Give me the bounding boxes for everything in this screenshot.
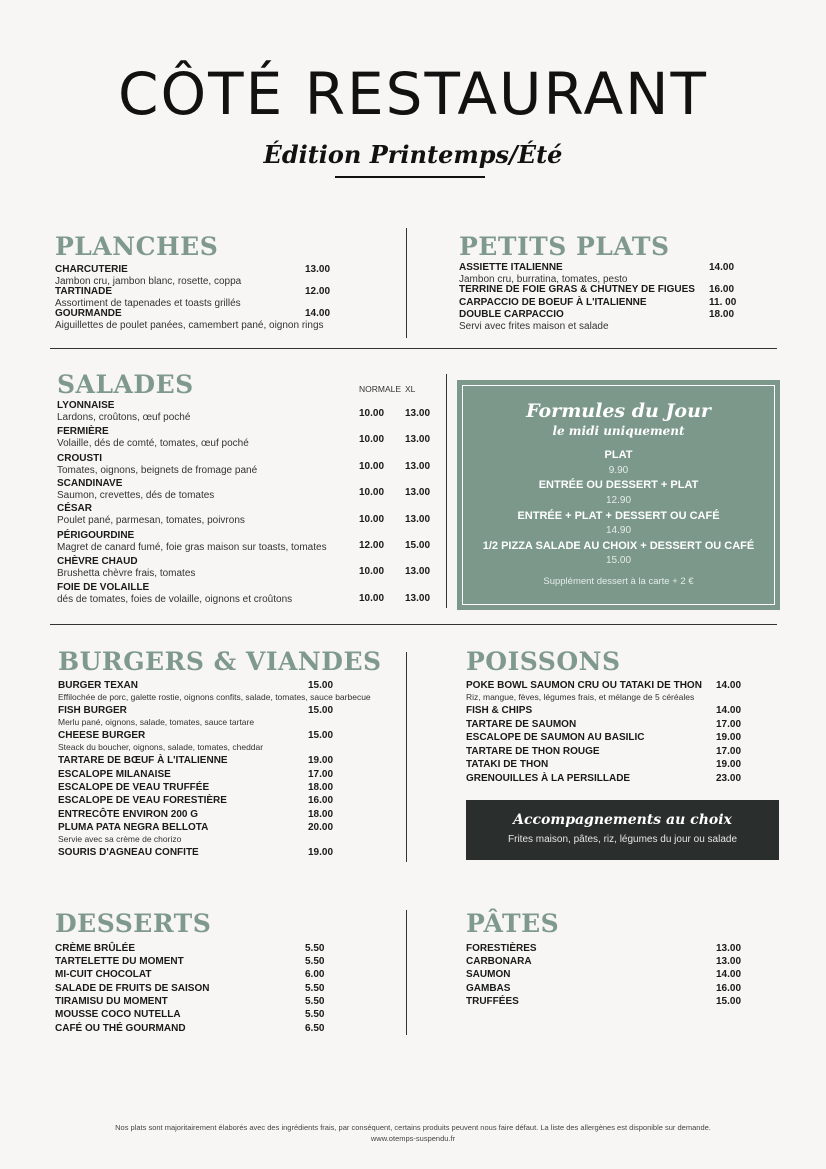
item-name: FISH BURGER [58, 705, 127, 716]
menu-item [57, 530, 327, 554]
formule-price: 15.00 [605, 555, 632, 566]
menu-item [58, 822, 208, 845]
menu-item [466, 943, 537, 955]
col-normale: NORMALE [359, 384, 402, 394]
item-name: TARTARE DE SAUMON [466, 719, 577, 730]
menu-item [459, 284, 695, 296]
menu-item [55, 286, 241, 310]
formule-price: 9.90 [608, 465, 629, 476]
item-price: 15.00 [308, 730, 334, 741]
menu-item [55, 983, 209, 995]
item-name: PLUMA PATA NEGRA BELLOTA [58, 822, 209, 833]
item-name: CARPACCIO DE BOEUF À L'ITALIENNE [459, 297, 647, 308]
item-name: TERRINE DE FOIE GRAS & CHUTNEY DE FIGUES [459, 284, 695, 295]
item-name: GOURMANDE [55, 308, 122, 319]
menu-item [466, 969, 510, 981]
menu-item [466, 705, 532, 717]
item-name: ASSIETTE ITALIENNE [459, 262, 563, 273]
item-price: 5.50 [305, 996, 325, 1007]
item-price: 5.50 [305, 1009, 325, 1020]
item-price: 5.50 [305, 943, 325, 954]
item-price: 14.00 [716, 680, 742, 691]
item-desc: Brushetta chèvre frais, tomates [57, 568, 196, 579]
formule-label: ENTRÉE + PLAT + DESSERT OU CAFÉ [517, 510, 720, 522]
menu-item [58, 769, 171, 781]
burgers-heading: BURGERS & VIANDES [58, 647, 382, 676]
col-xl: XL [405, 384, 416, 394]
item-desc: Jambon cru, burratina, tomates, pesto [459, 274, 628, 285]
item-desc: Volaille, dés de comté, tomates, œuf poché [57, 438, 249, 449]
item-price: 18.00 [308, 782, 334, 793]
menu-item [58, 782, 209, 794]
poissons-heading: POISSONS [466, 647, 621, 676]
formule-label: ENTRÉE OU DESSERT + PLAT [538, 479, 699, 491]
pates-heading: PÂTES [466, 909, 560, 938]
price-xl: 13.00 [405, 461, 431, 472]
menu-item [58, 847, 199, 859]
item-name: SCANDINAVE [57, 478, 123, 489]
item-name: TATAKI DE THON [466, 759, 549, 770]
price-normale: 10.00 [359, 593, 385, 604]
item-name: FERMIÈRE [57, 426, 109, 437]
edition-subtitle: Édition Printemps/Été [263, 140, 563, 169]
item-name: POKE BOWL SAUMON CRU OU TATAKI DE THON [466, 680, 702, 691]
item-name: CARBONARA [466, 956, 532, 967]
menu-item [55, 1023, 186, 1035]
item-name: CHÈVRE CHAUD [57, 556, 138, 567]
item-name: ESCALOPE DE SAUMON AU BASILIC [466, 732, 645, 743]
item-name: CÉSAR [57, 503, 93, 514]
salades-heading: SALADES [57, 370, 194, 399]
formules-box [457, 380, 780, 610]
footer-website[interactable]: www.otemps-suspendu.fr [370, 1134, 456, 1143]
formules-subtitle: le midi uniquement [552, 424, 685, 438]
price-xl: 13.00 [405, 487, 431, 498]
price-normale: 10.00 [359, 434, 385, 445]
menu-item [466, 719, 576, 731]
item-price: 15.00 [308, 705, 334, 716]
item-price: 16.00 [308, 795, 334, 806]
formules-title: Formules du Jour [526, 400, 711, 422]
accompagnements-box [466, 800, 779, 860]
menu-item [57, 503, 245, 527]
item-desc: Tomates, oignons, beignets de fromage pané [57, 465, 258, 476]
item-name: CROUSTI [57, 453, 102, 464]
menu-item [55, 264, 241, 288]
item-name: FORESTIÈRES [466, 943, 537, 954]
item-desc: Saumon, crevettes, dés de tomates [57, 490, 215, 501]
item-price: 14.00 [716, 705, 742, 716]
menu-item [466, 983, 510, 995]
menu-item [466, 759, 548, 771]
price-normale: 10.00 [359, 461, 385, 472]
menu-item [57, 426, 249, 450]
restaurant-title: CÔTÉ RESTAURANT [118, 60, 708, 128]
price-normale: 10.00 [359, 408, 385, 419]
item-name: ESCALOPE MILANAISE [58, 769, 171, 780]
item-name: FOIE DE VOLAILLE [57, 582, 150, 593]
item-price: 18.00 [709, 309, 735, 320]
menu-item [57, 478, 214, 502]
formule-label: 1/2 PIZZA SALADE AU CHOIX + DESSERT OU CAFÉ [482, 540, 755, 552]
divider-h2 [50, 624, 777, 625]
menu-item [55, 956, 184, 968]
item-price: 18.00 [308, 809, 334, 820]
menu-item [58, 730, 263, 753]
item-desc: Aiguillettes de poulet panées, camembert pané, oignon rings [55, 320, 324, 331]
item-price: 23.00 [716, 773, 742, 784]
item-price: 11. 00 [709, 297, 737, 308]
item-name: TARTARE DE THON ROUGE [466, 746, 600, 757]
price-xl: 13.00 [405, 566, 431, 577]
footer-note: Nos plats sont majoritairement élaborés avec des ingrédients frais, par conséquent, certains produits peuvent nous faire défaut. La liste des allergènes est disponible sur demande. [115, 1123, 711, 1132]
item-desc: Assortiment de tapenades et toasts grillés [55, 298, 241, 309]
desserts-heading: DESSERTS [55, 909, 212, 938]
price-normale: 10.00 [359, 487, 385, 498]
item-desc: Poulet pané, parmesan, tomates, poivrons [57, 515, 245, 526]
menu-item [55, 308, 324, 332]
item-price: 17.00 [308, 769, 334, 780]
subtitle-underline [335, 176, 485, 178]
item-desc: Magret de canard fumé, foie gras maison sur toasts, tomates [57, 542, 327, 553]
menu-item [466, 773, 630, 785]
item-desc: Steack du boucher, oignons, salade, tomates, cheddar [58, 742, 264, 752]
price-xl: 13.00 [405, 514, 431, 525]
item-name: GAMBAS [466, 983, 511, 994]
item-price: 13.00 [716, 943, 742, 954]
menu-item [57, 556, 195, 580]
item-price: 5.50 [305, 956, 325, 967]
item-desc: Merlu pané, oignons, salade, tomates, sauce tartare [58, 717, 255, 727]
divider-h1 [50, 348, 777, 349]
divider-salades [446, 374, 447, 608]
price-normale: 10.00 [359, 514, 385, 525]
formule-label: PLAT [604, 449, 633, 461]
item-name: FISH & CHIPS [466, 705, 533, 716]
item-name: BURGER TEXAN [58, 680, 139, 691]
item-price: 6.50 [305, 1023, 325, 1034]
item-price: 19.00 [716, 759, 742, 770]
divider-top [406, 228, 407, 338]
item-desc: Jambon cru, jambon blanc, rosette, coppa [55, 276, 242, 287]
item-price: 19.00 [716, 732, 742, 743]
item-price: 5.50 [305, 983, 325, 994]
accompagnements-title: Accompagnements au choix [513, 812, 732, 828]
divider-mid [406, 652, 407, 862]
menu-item [466, 732, 645, 744]
price-xl: 13.00 [405, 408, 431, 419]
menu-item [58, 795, 227, 807]
menu-item [55, 943, 135, 955]
item-name: CHEESE BURGER [58, 730, 146, 741]
planches-heading: PLANCHES [55, 232, 219, 261]
item-name: TRUFFÉES [466, 996, 519, 1007]
item-price: 15.00 [716, 996, 742, 1007]
item-price: 15.00 [308, 680, 334, 691]
menu-item [58, 809, 198, 821]
item-name: CRÈME BRÛLÉE [55, 943, 136, 954]
item-name: MI-CUIT CHOCOLAT [55, 969, 152, 980]
item-name: ENTRECÔTE ENVIRON 200 G [58, 809, 199, 820]
item-desc: Riz, mangue, fèves, légumes frais, et mélange de 5 céréales [466, 692, 695, 702]
menu-item [55, 1009, 181, 1021]
item-price: 14.00 [305, 308, 331, 319]
item-price: 14.00 [709, 262, 735, 273]
price-xl: 13.00 [405, 593, 431, 604]
menu-item [57, 582, 292, 606]
accompagnements-desc: Frites maison, pâtes, riz, légumes du jour ou salade [508, 834, 737, 845]
item-name: LYONNAISE [57, 400, 115, 411]
menu-item [58, 755, 228, 767]
item-desc: dés de tomates, foies de volaille, oignons et croûtons [57, 594, 293, 605]
item-name: ESCALOPE DE VEAU FORESTIÈRE [58, 795, 227, 806]
item-name: DOUBLE CARPACCIO [459, 309, 564, 320]
item-name: TARTARE DE BŒUF À L'ITALIENNE [58, 755, 228, 766]
price-normale: 12.00 [359, 540, 385, 551]
menu-item [466, 996, 519, 1008]
menu-item [459, 297, 647, 309]
menu-item [55, 969, 151, 981]
divider-bottom [406, 910, 407, 1035]
item-price: 12.00 [305, 286, 331, 297]
formule-price: 14.90 [605, 525, 632, 536]
item-price: 17.00 [716, 719, 742, 730]
petits-plats-heading: PETITS PLATS [459, 232, 670, 261]
item-price: 16.00 [709, 284, 735, 295]
menu-item [57, 400, 190, 424]
price-xl: 15.00 [405, 540, 431, 551]
menu-item [55, 996, 168, 1008]
item-desc: Lardons, croûtons, œuf poché [57, 412, 191, 423]
menu-item [466, 680, 702, 703]
price-xl: 13.00 [405, 434, 431, 445]
item-name: TIRAMISU DU MOMENT [55, 996, 168, 1007]
price-normale: 10.00 [359, 566, 385, 577]
item-price: 13.00 [305, 264, 331, 275]
item-price: 17.00 [716, 746, 742, 757]
item-name: SOURIS D'AGNEAU CONFITE [58, 847, 199, 858]
menu-item [466, 746, 600, 758]
item-name: CHARCUTERIE [55, 264, 128, 275]
menu-item [459, 262, 627, 286]
formule-price: 12.90 [605, 495, 632, 506]
menu-item [466, 956, 532, 968]
formules-frame [462, 385, 775, 605]
item-price: 19.00 [308, 847, 334, 858]
item-name: CAFÉ OU THÉ GOURMAND [55, 1023, 186, 1034]
menu-item [459, 309, 609, 333]
item-name: TARTELETTE DU MOMENT [55, 956, 184, 967]
item-desc: Servie avec sa crème de chorizo [58, 834, 182, 844]
item-price: 16.00 [716, 983, 742, 994]
item-name: MOUSSE COCO NUTELLA [55, 1009, 181, 1020]
item-name: SAUMON [466, 969, 511, 980]
menu-item [57, 453, 257, 477]
item-price: 19.00 [308, 755, 334, 766]
item-name: ESCALOPE DE VEAU TRUFFÉE [58, 782, 210, 793]
item-name: PÉRIGOURDINE [57, 530, 135, 541]
item-name: SALADE DE FRUITS DE SAISON [55, 983, 210, 994]
item-name: GRENOUILLES À LA PERSILLADE [466, 773, 631, 784]
formules-note: Supplément dessert à la carte + 2 € [543, 576, 694, 587]
item-price: 20.00 [308, 822, 334, 833]
item-price: 14.00 [716, 969, 742, 980]
menu-item [58, 705, 254, 728]
item-name: TARTINADE [55, 286, 113, 297]
item-price: 6.00 [305, 969, 325, 980]
item-price: 13.00 [716, 956, 742, 967]
item-desc: Effilochée de porc, galette rostie, oignons confits, salade, tomates, sauce barbecue [58, 692, 371, 702]
item-desc: Servi avec frites maison et salade [459, 321, 609, 332]
